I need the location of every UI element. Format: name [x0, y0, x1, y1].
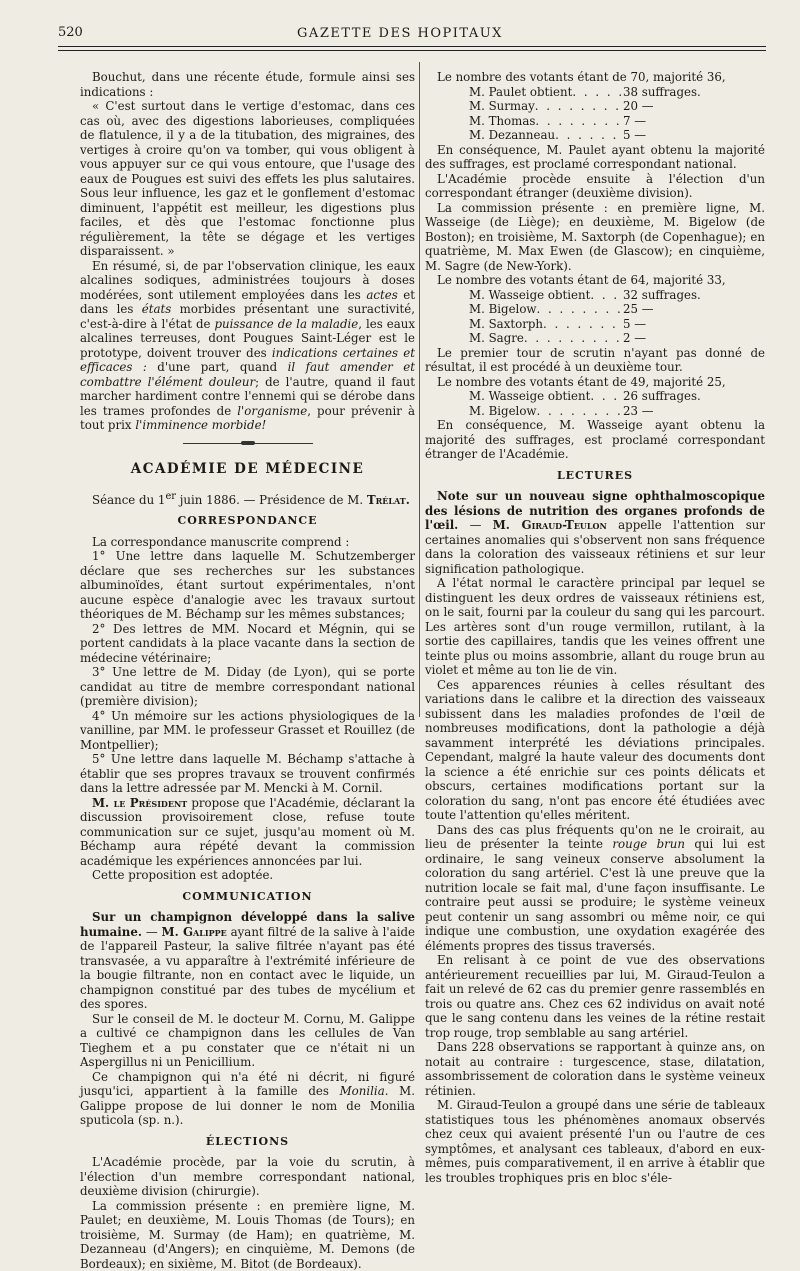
- academie-heading: ACADÉMIE DE MÉDECINE: [130, 460, 365, 477]
- vote-row: M. Saxtorph . . . 5 —: [469, 317, 709, 332]
- seance-line: Séance du 1er juin 1886. — Présidence de M. Trélat.: [92, 491, 410, 507]
- left-column: [80, 70, 415, 1271]
- corr-item-3: 3° Une lettre de M. Diday (de Lyon), qui se porte candidat au titre de membre correspondant national (première division);: [80, 665, 415, 709]
- commission-paragraph: La commission présente : en première ligne, M. Wasseige (de Liège); en deuxième, M. Bigelow (de Boston); en troisième, M. Saxtorph (de Copenhague); en quatrième, M. Max Ewen (de Glascow); en cinquième, M. Sagre (de New-York).: [425, 200, 765, 273]
- no-result-paragraph: Le premier tour de scrutin n'ayant pas donné de résultat, il est procédé à un deuxième tour.: [425, 345, 765, 374]
- votants-line-2: Le nombre des votants étant de 64, majorité 33,: [437, 273, 726, 287]
- corr-item-4: 4° Un mémoire sur les actions physiologiques de la vanilline, par MM. le professeur Grasset et Rouillez (de Montpellier);: [80, 708, 415, 752]
- lecture-paragraph-2: A l'état normal le caractère principal par lequel se distinguent les deux ordres de vaisseaux rétiniens est, on le sait, fourni par la couleur du sang qui les parcourt. Les artères sont d'un rouge vermillon, rutilant, à la sortie des capillaires, tandis que les veines offrent une teinte plus ou moins assombrie, allant du rouge brun au violet et même au ton lie de vin.: [425, 576, 765, 677]
- corr-item-1: 1° Une lettre dans laquelle M. Schutzemberger déclare que ses recherches sur les substances albuminoïdes, étant surtout expérimentales, n'ont aucune espèce d'analogie avec les travaux surtout théoriques de M. Béchamp sur les mêmes substances;: [80, 549, 415, 622]
- elections-paragraph-1: L'Académie procède, par la voie du scrutin, à l'élection d'un membre correspondant national, deuxième division (chirurgie).: [80, 1155, 415, 1199]
- journal-title: GAZETTE DES HOPITAUX: [297, 26, 503, 41]
- communication-paragraph-3: Ce champignon qui n'a été ni décrit, ni figuré jusqu'ici, appartient à la famille des Monilia. M. Galippe propose de lui donner le nom de Monilia sputicola (sp. n.).: [80, 1069, 415, 1128]
- vote-row: M. Wasseige obtient . . . 32 suffrages.: [469, 288, 709, 303]
- vote-row: M. Wasseige obtient . . . 26 suffrages.: [469, 389, 709, 404]
- column-divider: [419, 62, 420, 717]
- lectures-heading: LECTURES: [556, 468, 634, 482]
- etranger-paragraph: L'Académie procède ensuite à l'élection d'un correspondant étranger (deuxième division).: [425, 171, 765, 200]
- page-header: [0, 0, 800, 62]
- adoption-line: Cette proposition est adoptée.: [92, 868, 274, 883]
- header-rule-top: [58, 46, 766, 47]
- result-paragraph-2: En conséquence, M. Wasseige ayant obtenu la majorité des suffrages, est proclamé correspondant étranger de l'Académie.: [425, 418, 765, 461]
- vote-row: M. Bigelow . . . 23 —: [469, 404, 709, 419]
- vote-row: M. Bigelow . . . 25 —: [469, 302, 709, 317]
- elections-heading: ÉLECTIONS: [205, 1134, 290, 1148]
- correspondance-heading: CORRESPONDANCE: [177, 514, 318, 528]
- vote-row: M. Paulet obtient . . . 38 suffrages.: [469, 85, 709, 100]
- lecture-paragraph-5: En relisant à ce point de vue des observations antérieurement recueillies par lui, M. Giraud-Teulon a fait un relevé de 62 cas du premier genre rassemblés en trois ou quatre ans. Chez ces 62 individus on avait noté que le sang contenu dans les veines de la rétine restait trop rouge, trop semblable au sang artériel.: [425, 953, 765, 1040]
- section-separator: [183, 443, 313, 448]
- communication-paragraph: Sur un champignon développé dans la salive humaine. — M. Galippe ayant filtré de la salive à l'aide de l'appareil Pasteur, la salive filtrée n'ayant pas été transvasée, a vu apparaître à l'extrémité inférieure de la bougie filtrante, non en contact avec le liquide, un champignon constitué par des tubes de mycélium et des spores.: [80, 910, 415, 1012]
- lecture-paragraph-6: Dans 228 observations se rapportant à quinze ans, on notait au contraire : turgescence, stase, dilatation, assombrissement de coloration dans le système veineux rétinien.: [425, 1040, 765, 1098]
- lecture-paragraph-1: Note sur un nouveau signe ophthalmoscopique des lésions de nutrition des organes profonds de l'œil. — M. Giraud-Teulon appelle l'attention sur certaines anomalies qui s'observent non sans fréquence dans la coloration des vaisseaux rétiniens et sur leur signification pathologique.: [425, 489, 766, 576]
- result-paragraph-1: En conséquence, M. Paulet ayant obtenu la majorité des suffrages, est proclamé correspondant national.: [425, 142, 765, 171]
- corr-intro: La correspondance manuscrite comprend :: [92, 534, 350, 549]
- communication-paragraph-2: Sur le conseil de M. le docteur M. Cornu, M. Galippe a cultivé ce champignon dans les cellules de Van Tieghem et a pu constater que ce n'était ni un Aspergillus ni un Penicillium.: [80, 1011, 415, 1070]
- right-column: [425, 70, 765, 1185]
- header-rule-bottom: [58, 50, 766, 51]
- page-number: 520: [58, 25, 83, 40]
- intro-paragraph: Bouchut, dans une récente étude, formule ainsi ses indications :: [80, 70, 415, 99]
- votants-line-3: Le nombre des votants étant de 49, majorité 25,: [437, 374, 726, 389]
- votants-line-1: Le nombre des votants étant de 70, majorité 36,: [437, 70, 726, 84]
- president-paragraph: M. le Président propose que l'Académie, déclarant la discussion provisoirement close, refuse toute communication sur ce sujet, jusqu'au moment où M. Béchamp aura répété devant la commission académique les expériences annoncées par lui.: [80, 795, 415, 868]
- lecture-paragraph-4: Dans des cas plus fréquents qu'on ne le croirait, au lieu de présenter la teinte rouge brun qui lui est ordinaire, le sang veineux conserve absolument la coloration du sang artériel. C'est là une preuve que la nutrition locale se fait mal, d'une façon insuffisante. Le contraire peut aussi se produire; le système veineux peut contenir un sang assombri ou même noir, ce qui indique une combustion, une oxydation exagérée des éléments propres des tissus traversés.: [425, 822, 765, 953]
- communication-heading: COMMUNICATION: [182, 889, 313, 903]
- lecture-paragraph-7: M. Giraud-Teulon a groupé dans une série de tableaux statistiques tous les phénomènes anomaux observés chez ceux qui avaient présenté l'un ou l'autre de ces symptômes, et analysant ces tableaux, d'abord en eux-mêmes, puis comparativement, il en arrive à établir que les troubles trophiques pris en bloc s'éle-: [425, 1098, 765, 1185]
- corr-item-2: 2° Des lettres de MM. Nocard et Mégnin, qui se portent candidats à la place vacante dans la section de médecine vétérinaire;: [80, 621, 415, 665]
- elections-paragraph-2: La commission présente : en première ligne, M. Paulet; en deuxième, M. Louis Thomas (de Tours); en troisième, M. Surmay (de Ham); en quatrième, M. Dezanneau (d'Angers); en cinquième, M. Demons (de Bordeaux); en sixième, M. Bitot (de Bordeaux).: [80, 1198, 415, 1271]
- quote-paragraph: « C'est surtout dans le vertige d'estomac, dans ces cas où, avec des digestions laborieuses, compliquées de flatulence, il y a de la titubation, des migraines, des vertiges à croire qu'on va tomber, qui vous obligent à vous appuyer sur ce qui vous entoure, que l'usage des eaux de Pougues est suivi des effets les plus salutaires. Sous leur influence, les gaz et le gonflement d'estomac diminuent, l'appétit est meilleur, les digestions plus faciles, et dès que l'estomac fonctionne plus régulièrement, la tête se dégage et les vertiges disparaissent. »: [80, 99, 415, 258]
- vote-row: M. Thomas . . . 7 —: [469, 114, 709, 129]
- vote-row: M. Dezanneau . . . 5 —: [469, 128, 709, 143]
- corr-item-5: 5° Une lettre dans laquelle M. Béchamp s'attache à établir que ses propres travaux se trouvent confirmés dans la lettre adressée par M. Mencki à M. Cornil.: [80, 752, 415, 796]
- vote-row: M. Sagre . . . 2 —: [469, 331, 709, 346]
- resume-paragraph: En résumé, si, de par l'observation clinique, les eaux alcalines sodiques, administrées toujours à doses modérées, sont utilement employées dans les actes et dans les états morbides présentant une suractivité, c'est-à-dire à l'état de puissance de la maladie, les eaux alcalines terreuses, dont Pougues Saint-Léger est le prototype, doivent trouver des indications certaines et efficaces : d'une part, quand il faut amender et combattre l'élément douleur; de l'autre, quand il faut marcher hardiment contre l'ennemi qui se dérobe dans les trames profondes de l'organisme, pour prévenir à tout prix l'imminence morbide!: [80, 258, 416, 432]
- vote-row: M. Surmay . . . 20 —: [469, 99, 709, 114]
- lecture-paragraph-3: Ces apparences réunies à celles résultant des variations dans le calibre et la direction des vaisseaux subissent dans les maladies profondes de l'œil de nombreuses modifications, dont la pathologie a déjà savamment interprété les déviations principales. Cependant, malgré la haute valeur des documents dont la science a été enrichie sur ces points délicats et obscurs, certaines modifications portant sur la coloration du sang, n'ont pas encore été étudiées avec toute l'attention qu'elles méritent.: [425, 677, 765, 822]
